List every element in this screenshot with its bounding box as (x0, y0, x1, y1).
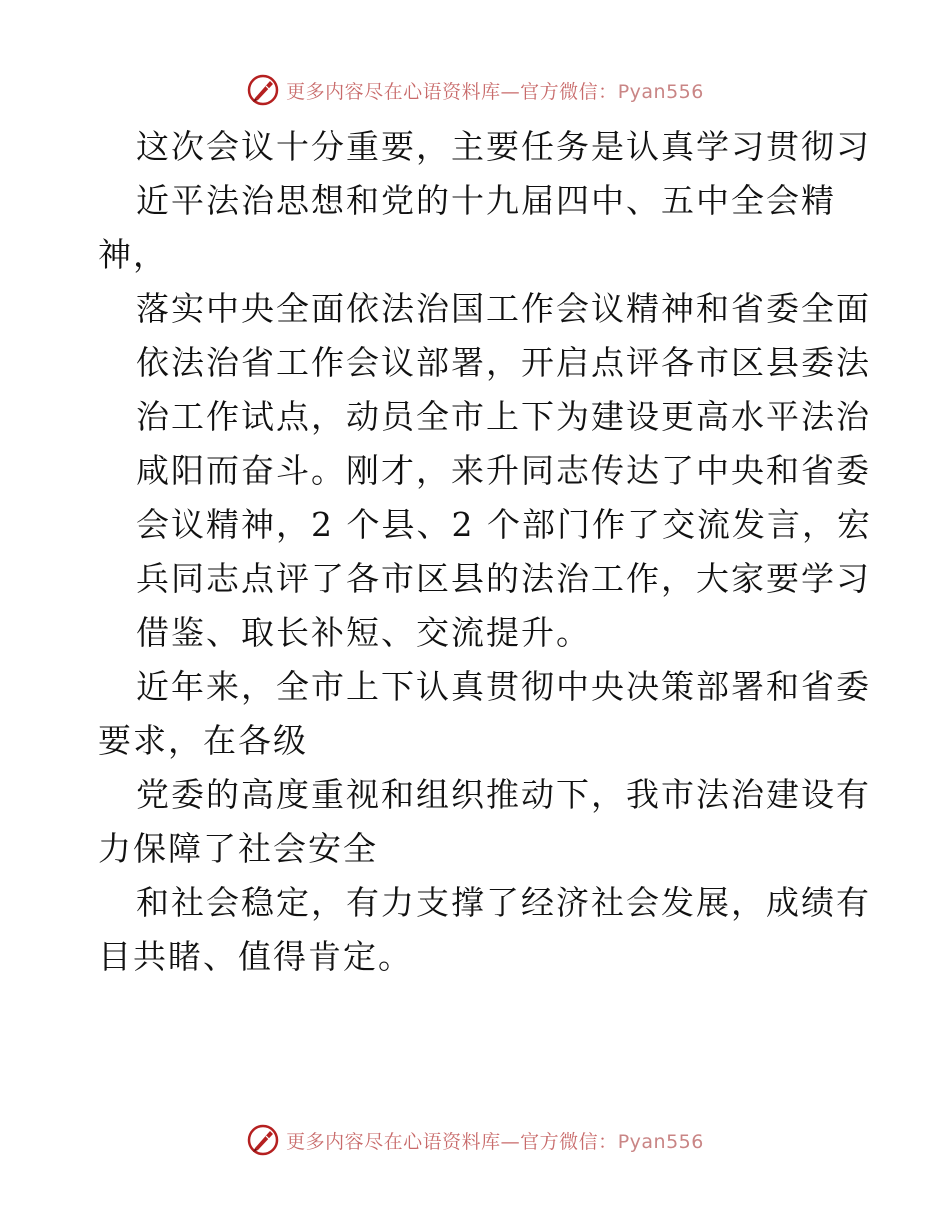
footer-text (286, 1127, 704, 1154)
quill-logo-icon (246, 1123, 280, 1157)
body-line: 近平法治思想和党的十九届四中、五中全会精 (136, 181, 836, 220)
body-line: 会议精神，2 个县、2 个部门作了交流发言，宏 (136, 505, 872, 544)
document-body (98, 120, 872, 984)
body-line: 借鉴、取长补短、交流提升。 (136, 613, 591, 652)
body-line: 党委的高度重视和组织推动下，我市法治建设有 (136, 775, 871, 814)
body-line: 力保障了社会安全 (98, 829, 378, 868)
body-line: 要求，在各级 (98, 721, 308, 760)
footer-banner (0, 1120, 950, 1160)
footer-site: 更多内容尽在心语资料库 (286, 1130, 501, 1153)
header-site: 更多内容尽在心语资料库 (286, 80, 501, 103)
body-line: 落实中央全面依法治国工作会议精神和省委全面 (136, 289, 871, 328)
body-line: 兵同志点评了各市区县的法治工作，大家要学习 (136, 559, 871, 598)
quill-logo-icon (246, 73, 280, 107)
body-line: 近年来，全市上下认真贯彻中央决策部署和省委 (136, 667, 871, 706)
header-dash: — (500, 80, 521, 103)
footer-wechat-label: 官方微信： (520, 1130, 618, 1153)
body-line: 依法治省工作会议部署，开启点评各市区县委法 (136, 343, 871, 382)
body-line: 治工作试点，动员全市上下为建设更高水平法治 (136, 397, 871, 436)
header-wechat-id: Pyan556 (617, 80, 704, 103)
body-line: 神， (98, 235, 168, 274)
body-line: 目共睹、值得肯定。 (98, 937, 413, 976)
header-banner (0, 70, 950, 110)
header-wechat-label: 官方微信： (520, 80, 618, 103)
body-line: 咸阳而奋斗。刚才，来升同志传达了中央和省委 (136, 451, 871, 490)
footer-wechat-id: Pyan556 (617, 1130, 704, 1153)
body-line: 和社会稳定，有力支撑了经济社会发展，成绩有 (136, 883, 871, 922)
footer-dash: — (500, 1130, 521, 1153)
header-text (286, 77, 704, 104)
body-line: 这次会议十分重要，主要任务是认真学习贯彻习 (136, 127, 871, 166)
